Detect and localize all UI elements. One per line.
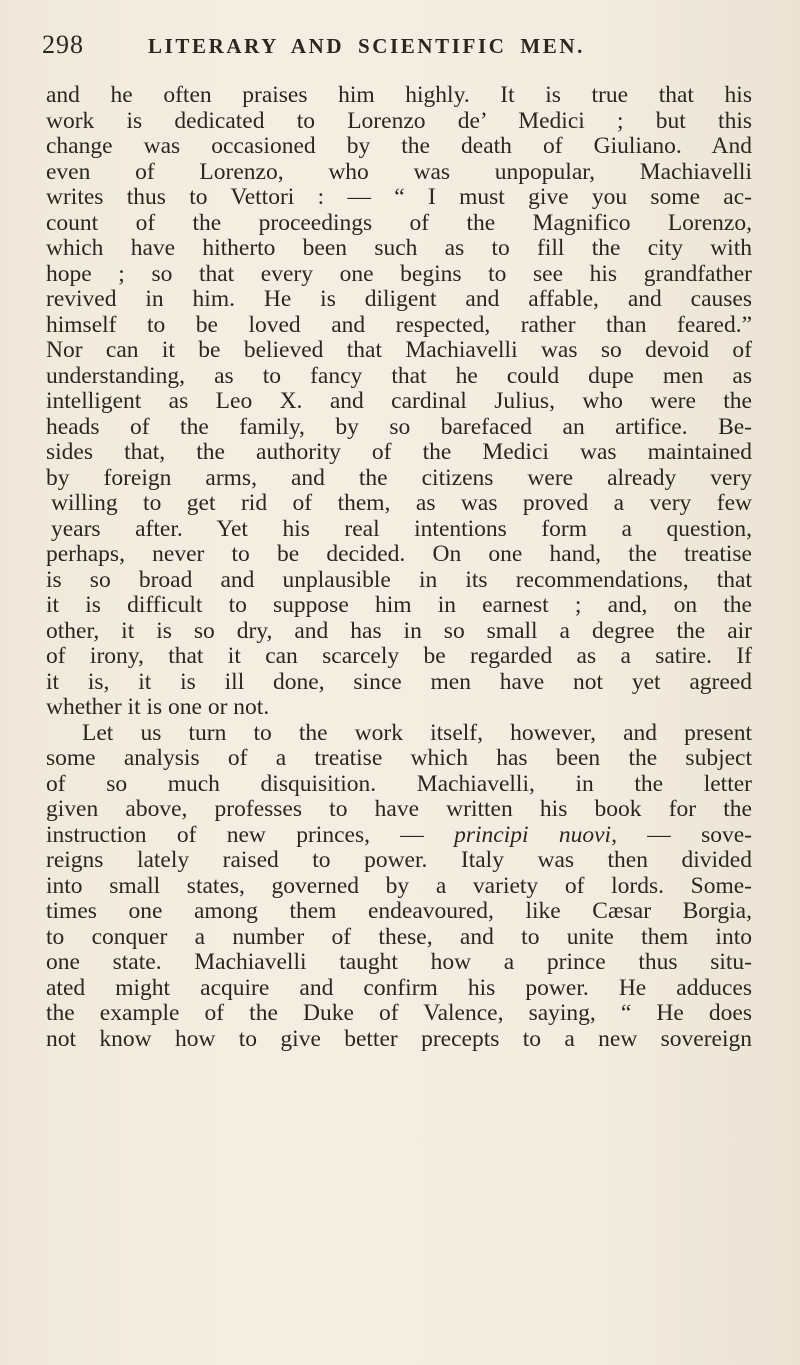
line-text: given above, professes to have written his book for the xyxy=(46,796,752,822)
line-text: reigns lately raised to power. Italy was then divided xyxy=(46,847,752,873)
text-line xyxy=(46,925,752,951)
text-line xyxy=(46,262,752,288)
line-text: Let us turn to the work itself, however, and present xyxy=(82,719,752,746)
text-line xyxy=(46,389,752,415)
text-line xyxy=(46,797,752,823)
line-text: whether it is one or not. xyxy=(46,694,270,720)
line-text: count of the proceedings of the Magnifico Lorenzo, xyxy=(46,209,752,236)
text-line xyxy=(46,364,752,390)
text-line xyxy=(46,134,752,160)
text-line xyxy=(46,287,752,313)
line-text: some analysis of a treatise which has been the subject xyxy=(46,745,752,771)
line-text: sides that, the authority of the Medici was maintained xyxy=(46,439,752,465)
text-line xyxy=(46,338,752,364)
line-text: change was occasioned by the death of Giuliano. And xyxy=(46,133,752,159)
line-text: it is difficult to suppose him in earnest ; and, on the xyxy=(46,592,752,618)
text-line xyxy=(46,160,752,186)
text-line xyxy=(46,415,752,441)
running-title: LITERARY AND SCIENTIFIC MEN. xyxy=(148,34,586,58)
text-line xyxy=(46,772,752,798)
line-text: years after. Yet his real intentions form a question, xyxy=(51,515,752,542)
line-text: of irony, that it can scarcely be regarded as a satire. If xyxy=(46,643,752,669)
text-line xyxy=(46,899,752,925)
text-line xyxy=(46,517,752,543)
line-text: instruction of new princes, — xyxy=(46,821,455,848)
page-header xyxy=(42,30,682,62)
line-text: ated might acquire and confirm his power. He adduces xyxy=(46,974,752,1001)
text-line xyxy=(46,313,752,339)
text-line xyxy=(46,491,752,517)
text-line xyxy=(46,746,752,772)
line-text: writes thus to Vettori : — “ I must give you some ac- xyxy=(46,184,752,210)
text-line xyxy=(46,823,752,849)
text-line xyxy=(46,670,752,696)
text-line xyxy=(46,211,752,237)
text-line xyxy=(46,619,752,645)
line-text: by foreign arms, and the citizens were already very xyxy=(46,464,752,491)
text-line xyxy=(46,874,752,900)
line-text: understanding, as to fancy that he could dupe men as xyxy=(46,362,752,389)
text-line xyxy=(46,950,752,976)
line-text: willing to get rid of them, as was proved a very few xyxy=(51,490,752,516)
page-number: 298 xyxy=(42,30,84,59)
text-line xyxy=(46,644,752,670)
text-line xyxy=(46,236,752,262)
italic-phrase: principi nuovi, xyxy=(454,821,617,848)
text-line xyxy=(46,1001,752,1027)
line-text: to conquer a number of these, and to unite them into xyxy=(46,923,752,950)
line-text: other, it is so dry, and has in so small a degree the air xyxy=(46,617,752,644)
body-text xyxy=(46,83,752,1052)
text-line xyxy=(46,440,752,466)
line-text: revived in him. He is diligent and affable, and causes xyxy=(46,286,752,312)
line-text: not know how to give better precepts to a new sovereign xyxy=(46,1025,752,1052)
text-line xyxy=(46,976,752,1002)
text-line xyxy=(46,848,752,874)
text-line xyxy=(46,466,752,492)
line-text: into small states, governed by a variety of lords. Some- xyxy=(46,872,752,899)
text-line xyxy=(46,568,752,594)
line-text: one state. Machiavelli taught how a prince thus situ- xyxy=(46,949,752,975)
line-text: himself to be loved and respected, rather than feared.” xyxy=(46,311,752,338)
line-text: is so broad and unplausible in its recommendations, that xyxy=(46,566,752,593)
line-text: hope ; so that every one begins to see his grandfather xyxy=(46,260,752,287)
line-text: heads of the family, by so barefaced an artifice. Be- xyxy=(46,413,752,440)
text-line xyxy=(46,542,752,568)
line-text: Nor can it be believed that Machiavelli was so devoid of xyxy=(46,337,752,363)
text-line xyxy=(46,185,752,211)
text-line xyxy=(46,109,752,135)
text-line xyxy=(46,83,752,109)
text-line xyxy=(46,1027,752,1053)
line-text: — sove- xyxy=(616,821,753,848)
line-text: even of Lorenzo, who was unpopular, Machiavelli xyxy=(46,158,752,185)
line-text: which have hitherto been such as to fill the city with xyxy=(46,235,752,261)
line-text: work is dedicated to Lorenzo de’ Medici ; but this xyxy=(46,107,752,134)
line-text: times one among them endeavoured, like Cæsar Borgia, xyxy=(46,898,752,924)
text-line xyxy=(46,721,752,747)
line-text: perhaps, never to be decided. On one hand, the treatise xyxy=(46,541,752,567)
line-text: the example of the Duke of Valence, saying, “ He does xyxy=(46,1000,752,1026)
line-text: intelligent as Leo X. and cardinal Julius, who were the xyxy=(46,388,752,414)
text-line xyxy=(46,593,752,619)
text-line xyxy=(46,695,752,721)
line-text: of so much disquisition. Machiavelli, in the letter xyxy=(46,770,752,797)
line-text: and he often praises him highly. It is true that his xyxy=(46,82,752,108)
line-text: it is, it is ill done, since men have not yet agreed xyxy=(46,668,752,695)
